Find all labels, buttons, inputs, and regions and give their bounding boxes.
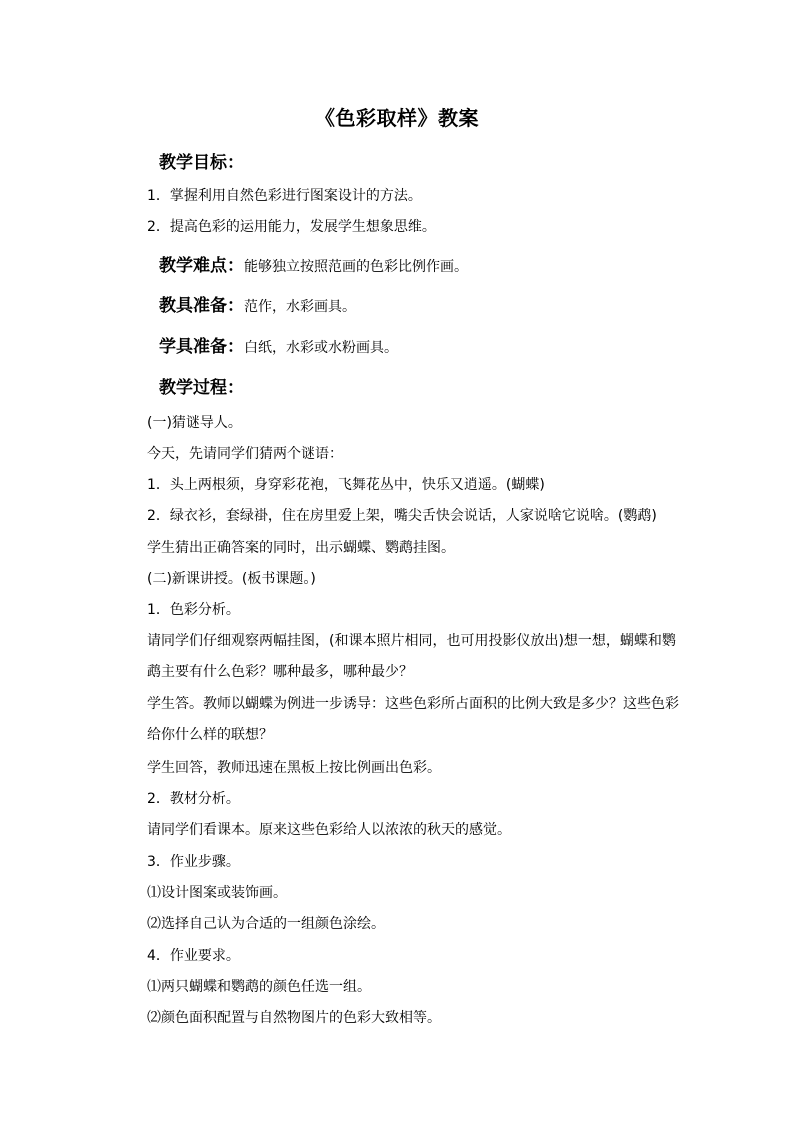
- process-line: (一)猜谜导人。: [147, 415, 242, 431]
- student-tools-label: 学具准备：: [159, 337, 244, 357]
- process-line: 2．教材分析。: [147, 791, 240, 807]
- teacher-tools-text: 范作，水彩画具。: [244, 299, 356, 315]
- process-line: ⑴设计图案或装饰画。: [147, 885, 287, 901]
- process-line: 2．绿衣衫，套绿褂，住在房里爱上架，嘴尖舌快会说话，人家说啥它说啥。(鹦鹉): [147, 508, 657, 524]
- process-line: 学生猜出正确答案的同时，出示蝴蝶、鹦鹉挂图。: [147, 540, 455, 556]
- student-tools-row: [159, 335, 398, 360]
- process-line: 3．作业步骤。: [147, 854, 240, 870]
- difficulty-text: 能够独立按照范画的色彩比例作画。: [244, 259, 468, 275]
- difficulty-row: [159, 254, 468, 279]
- process-line: 1．头上两根须，身穿彩花袍，飞舞花丛中，快乐又逍遥。(蝴蝶): [147, 477, 545, 493]
- objective-item-1: 1．掌握利用自然色彩进行图案设计的方法。: [147, 188, 422, 204]
- document-title: 《色彩取样》教案: [315, 106, 479, 130]
- process-heading: 教学过程：: [159, 378, 244, 398]
- process-line: 4．作业要求。: [147, 948, 240, 964]
- student-tools-text: 白纸，水彩或水粉画具。: [244, 340, 398, 356]
- process-line: 今天，先请同学们猜两个谜语：: [147, 446, 343, 462]
- process-line: 请同学们看课本。原来这些色彩给人以浓浓的秋天的感觉。: [147, 822, 511, 838]
- objectives-heading: 教学目标：: [159, 153, 244, 173]
- process-line: 学生回答，教师迅速在黑板上按比例画出色彩。: [147, 760, 441, 776]
- objective-item-2: 2．提高色彩的运用能力，发展学生想象思维。: [147, 219, 436, 235]
- process-paragraph-2: 学生答。教师以蝴蝶为例进一步诱导：这些色彩所占面积的比例大致是多少？这些色彩给你什么样的联想？: [147, 696, 679, 743]
- process-line: 1．色彩分析。: [147, 602, 240, 618]
- process-paragraph-1: 请同学们仔细观察两幅挂图，(和课本照片相同，也可用投影仪放出)想一想，蝴蝶和鹦鹉主要有什么色彩？哪种最多，哪种最少？: [147, 633, 676, 680]
- teacher-tools-label: 教具准备：: [159, 296, 244, 316]
- process-line: ⑵选择自己认为合适的一组颜色涂绘。: [147, 916, 385, 932]
- difficulty-label: 教学难点：: [159, 256, 244, 276]
- process-line: (二)新课讲授。(板书课题。): [147, 571, 316, 587]
- teacher-tools-row: [159, 294, 356, 319]
- process-line: ⑴两只蝴蝶和鹦鹉的颜色任选一组。: [147, 979, 371, 995]
- process-line: ⑵颜色面积配置与自然物图片的色彩大致相等。: [147, 1010, 441, 1026]
